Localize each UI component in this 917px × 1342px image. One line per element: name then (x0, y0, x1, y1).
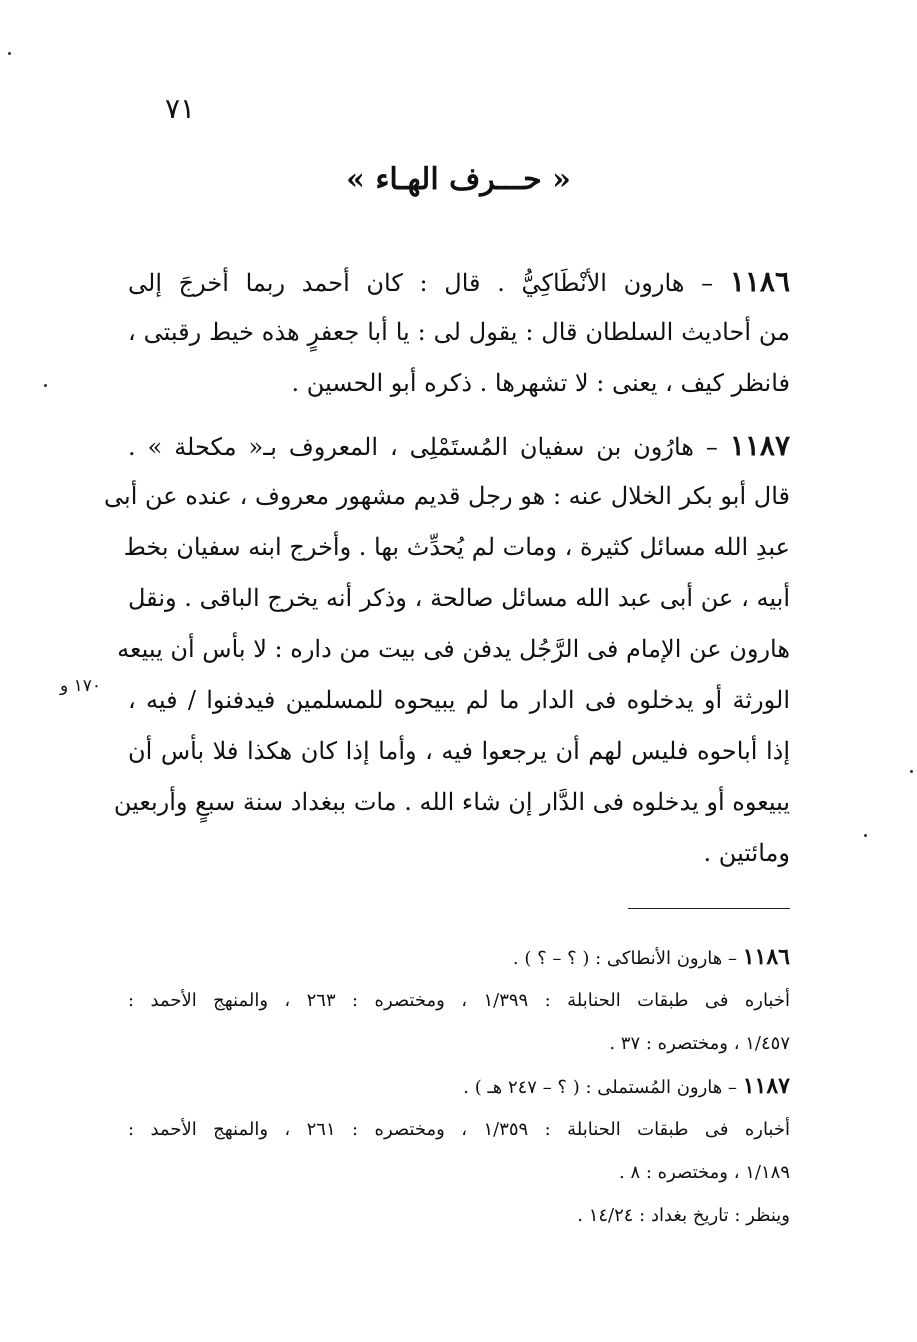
entry-text: – هارُون بن سفيان المُستَمْلِى ، المعروف بـ« مكحلة » . (128, 433, 730, 461)
entry-line: فانظر كيف ، يعنى : لا تشهرها . ذكره أبو الحسين . (291, 369, 790, 397)
footnote-heading (128, 1065, 790, 1108)
entry-1186 (128, 256, 790, 409)
footnote-line: أخباره فى طبقات الحنابلة : ١/٣٥٩ ، ومختصره : ٢٦١ ، والمنهج الأحمد : (128, 1119, 790, 1140)
footnote-line: ١/١٨٩ ، ومختصره : ٨ . (619, 1162, 790, 1183)
entry-line: عبدِ الله مسائل كثيرة ، ومات لم يُحدِّث بها . وأخرج ابنه سفيان بخط (123, 533, 790, 561)
entry-line: قال أبو بكر الخلال عنه : هو رجل قديم مشهور معروف ، عنده عن أبى (104, 482, 790, 510)
entry-number: ١١٨٧ (729, 429, 790, 462)
scan-speck (864, 834, 867, 837)
entry-line: إذا أباحوه فليس لهم أن يرجعوا فيه ، وأما إذا كان هكذا فلا بأس أن (128, 737, 790, 765)
manuscript-folio-note: ١٧٠ و (60, 676, 102, 696)
footnote-line: أخباره فى طبقات الحنابلة : ١/٣٩٩ ، ومختصره : ٢٦٣ ، والمنهج الأحمد : (128, 990, 790, 1011)
entry-line: هارون عن الإمام فى الرَّجُل يدفن فى بيت من داره : لا بأس أن يبيعه (117, 635, 790, 663)
entry-line: يبيعوه أو يدخلوه فى الدَّار إن شاء الله . مات ببغداد سنة سبعٍ وأربعين (113, 788, 790, 816)
scan-speck (8, 52, 11, 55)
footnote-line: وينظر : تاريخ بغداد : ١٤/٢٤ . (577, 1205, 790, 1226)
entry-line: أبيه ، عن أبى عبد الله مسائل صالحة ، وذكر أنه يخرج الباقى . ونقل (128, 584, 790, 612)
entry-line (128, 256, 790, 307)
scan-speck (44, 384, 47, 387)
footnote-number: ١١٨٧ (742, 1073, 790, 1099)
footnote-divider (628, 908, 790, 909)
footnote-line: ١/٤٥٧ ، ومختصره : ٣٧ . (609, 1033, 790, 1054)
entry-text: – هارون الأنْطَاكِيُّ . قال : كان أحمد ربما أخرجَ إلى (128, 269, 730, 297)
footnote-number: ١١٨٦ (742, 944, 790, 970)
page-number: ٧١ (164, 92, 196, 125)
section-title: « حـــرف الهـاء » (346, 162, 571, 197)
footnote-heading (128, 936, 790, 979)
entry-line: الورثة أو يدخلوه فى الدار ما لم يبيحوه للمسلمين فيدفنوا / فيه ، (128, 686, 790, 714)
footnotes (128, 936, 790, 1237)
footnote-heading-text: – هارون الأنطاكى : ( ؟ – ؟ ) . (512, 948, 743, 969)
entry-line (128, 420, 790, 471)
entry-line: ومائتين . (703, 839, 790, 867)
entry-line: من أحاديث السلطان قال : يقول لى : يا أبا جعفرٍ هذه خيط رقبتى ، (128, 318, 790, 346)
entry-number: ١١٨٦ (729, 265, 790, 298)
footnote-heading-text: – هارون المُستملى : ( ؟ – ٢٤٧ هـ ) . (463, 1077, 743, 1098)
scan-speck (910, 770, 913, 773)
entry-1187 (104, 420, 790, 879)
